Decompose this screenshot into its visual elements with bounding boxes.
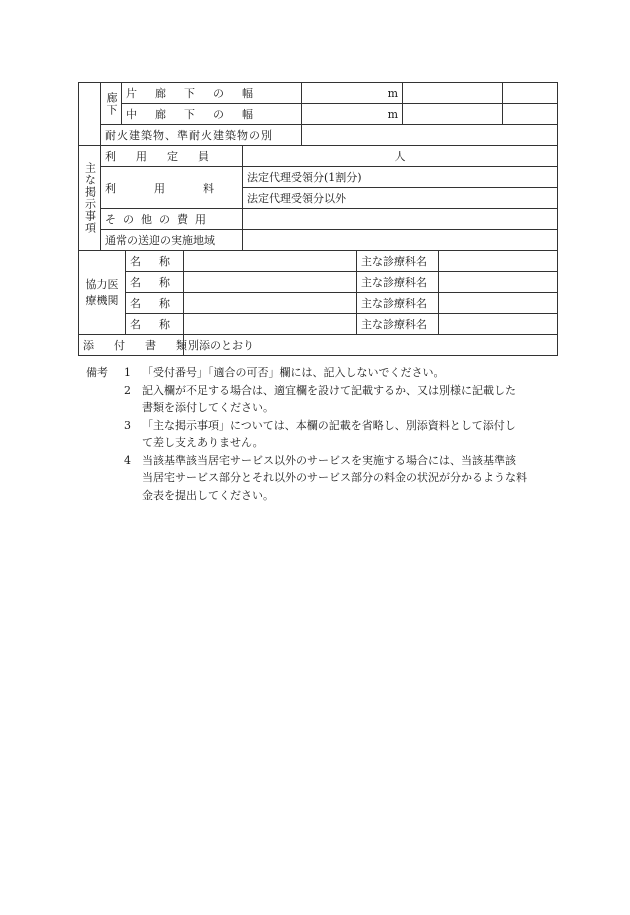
single-corridor-blank-2 bbox=[502, 83, 557, 103]
note-text: 書類を添付してください。 bbox=[142, 401, 274, 414]
medical-section bbox=[79, 250, 557, 334]
attachments-value: 別添のとおり bbox=[183, 335, 557, 355]
note-text: 「受付番号」「適合の可否」欄には、記入しないでください。 bbox=[142, 366, 445, 379]
single-corridor-unit: m bbox=[301, 83, 402, 103]
note-item-4-cont bbox=[86, 469, 558, 487]
fireproof-label: 耐火建築物、準耐火建築物の別 bbox=[105, 129, 273, 142]
medical-name-label: 名称 bbox=[130, 318, 188, 331]
notes-section bbox=[86, 364, 558, 504]
note-item-2-cont bbox=[86, 399, 558, 417]
medical-name-label: 名称 bbox=[130, 276, 188, 289]
note-number: 1 bbox=[124, 366, 131, 379]
note-number: 3 bbox=[124, 418, 131, 432]
capacity-row bbox=[101, 146, 557, 166]
medical-row bbox=[126, 271, 557, 292]
medical-dept-value bbox=[438, 251, 557, 271]
fee-label: 利用料 bbox=[105, 181, 252, 195]
double-corridor-blank-2 bbox=[502, 104, 557, 124]
single-corridor-label: 片廊下の幅 bbox=[121, 83, 301, 103]
other-cost-label: その他の費用 bbox=[105, 213, 213, 226]
medical-name-label: 名称 bbox=[130, 255, 188, 268]
fireproof-value bbox=[301, 125, 557, 145]
attachments-label: 添付書類 bbox=[83, 339, 207, 352]
note-text: 記入欄が不足する場合は、適宜欄を設けて記載するか、又は別様に記載した bbox=[142, 383, 516, 397]
note-item-3 bbox=[86, 417, 558, 435]
capacity-unit: 人 bbox=[242, 146, 557, 166]
transport-row bbox=[101, 229, 557, 250]
outer-continuation-cell bbox=[79, 83, 100, 145]
double-corridor-label: 中廊下の幅 bbox=[121, 104, 301, 124]
medical-row bbox=[126, 292, 557, 313]
medical-dept-label: 主な診療科名 bbox=[356, 314, 438, 334]
medical-name-value bbox=[183, 293, 356, 313]
note-text: て差し支えありません。 bbox=[142, 436, 264, 449]
double-corridor-unit: m bbox=[301, 104, 402, 124]
posted-group-label: 主な掲示事項 bbox=[83, 162, 97, 234]
transport-value bbox=[242, 230, 557, 250]
notes-heading: 備考 bbox=[86, 366, 108, 379]
medical-name-value bbox=[183, 272, 356, 292]
note-item-4-cont2 bbox=[86, 487, 558, 505]
double-corridor-blank bbox=[402, 104, 502, 124]
double-corridor-row bbox=[121, 103, 557, 124]
single-corridor-row bbox=[121, 83, 557, 103]
attachments-row bbox=[79, 334, 557, 355]
note-text: 当該基準該当居宅サービス以外のサービスを実施する場合には、当該基準該 bbox=[142, 453, 516, 467]
note-number: 4 bbox=[124, 453, 131, 467]
medical-name-value bbox=[183, 314, 356, 334]
note-item-1 bbox=[86, 364, 558, 382]
medical-name-value bbox=[183, 251, 356, 271]
medical-row bbox=[126, 313, 557, 334]
other-cost-value bbox=[242, 209, 557, 229]
medical-dept-value bbox=[438, 293, 557, 313]
note-text: 金表を提出してください。 bbox=[142, 488, 274, 502]
fee-option2: 法定代理受領分以外 bbox=[247, 192, 346, 205]
fee-option1-row bbox=[243, 167, 557, 187]
transport-label: 通常の送迎の実施地域 bbox=[105, 234, 215, 247]
note-item-3-cont bbox=[86, 434, 558, 452]
fee-option2-row bbox=[243, 187, 557, 208]
form-table bbox=[78, 82, 558, 356]
single-corridor-blank bbox=[402, 83, 502, 103]
medical-dept-label: 主な診療科名 bbox=[356, 293, 438, 313]
other-cost-row bbox=[101, 208, 557, 229]
fee-option1: 法定代理受領分(1割分) bbox=[247, 171, 362, 184]
capacity-label: 利用定員 bbox=[105, 150, 229, 163]
note-number: 2 bbox=[124, 383, 131, 397]
medical-group-label-text: 協力医療機関 bbox=[85, 277, 119, 307]
corridor-group-label: 廊下 bbox=[105, 91, 118, 116]
posted-items-section bbox=[79, 145, 557, 250]
medical-dept-value bbox=[438, 272, 557, 292]
note-text: 「主な掲示事項」については、本欄の記載を省略し、別添資料として添付し bbox=[142, 418, 516, 432]
medical-row bbox=[126, 251, 557, 271]
medical-dept-value bbox=[438, 314, 557, 334]
medical-name-label: 名称 bbox=[130, 297, 188, 310]
corridor-section bbox=[79, 83, 557, 145]
medical-dept-label: 主な診療科名 bbox=[356, 251, 438, 271]
note-text: 当居宅サービス部分とそれ以外のサービス部分の料金の状況が分かるような料 bbox=[142, 471, 527, 484]
note-item-2 bbox=[86, 382, 558, 400]
note-item-4 bbox=[86, 452, 558, 470]
medical-dept-label: 主な診療科名 bbox=[356, 272, 438, 292]
fee-block bbox=[101, 166, 557, 208]
fireproof-row bbox=[101, 124, 557, 145]
medical-group-label bbox=[79, 251, 125, 334]
